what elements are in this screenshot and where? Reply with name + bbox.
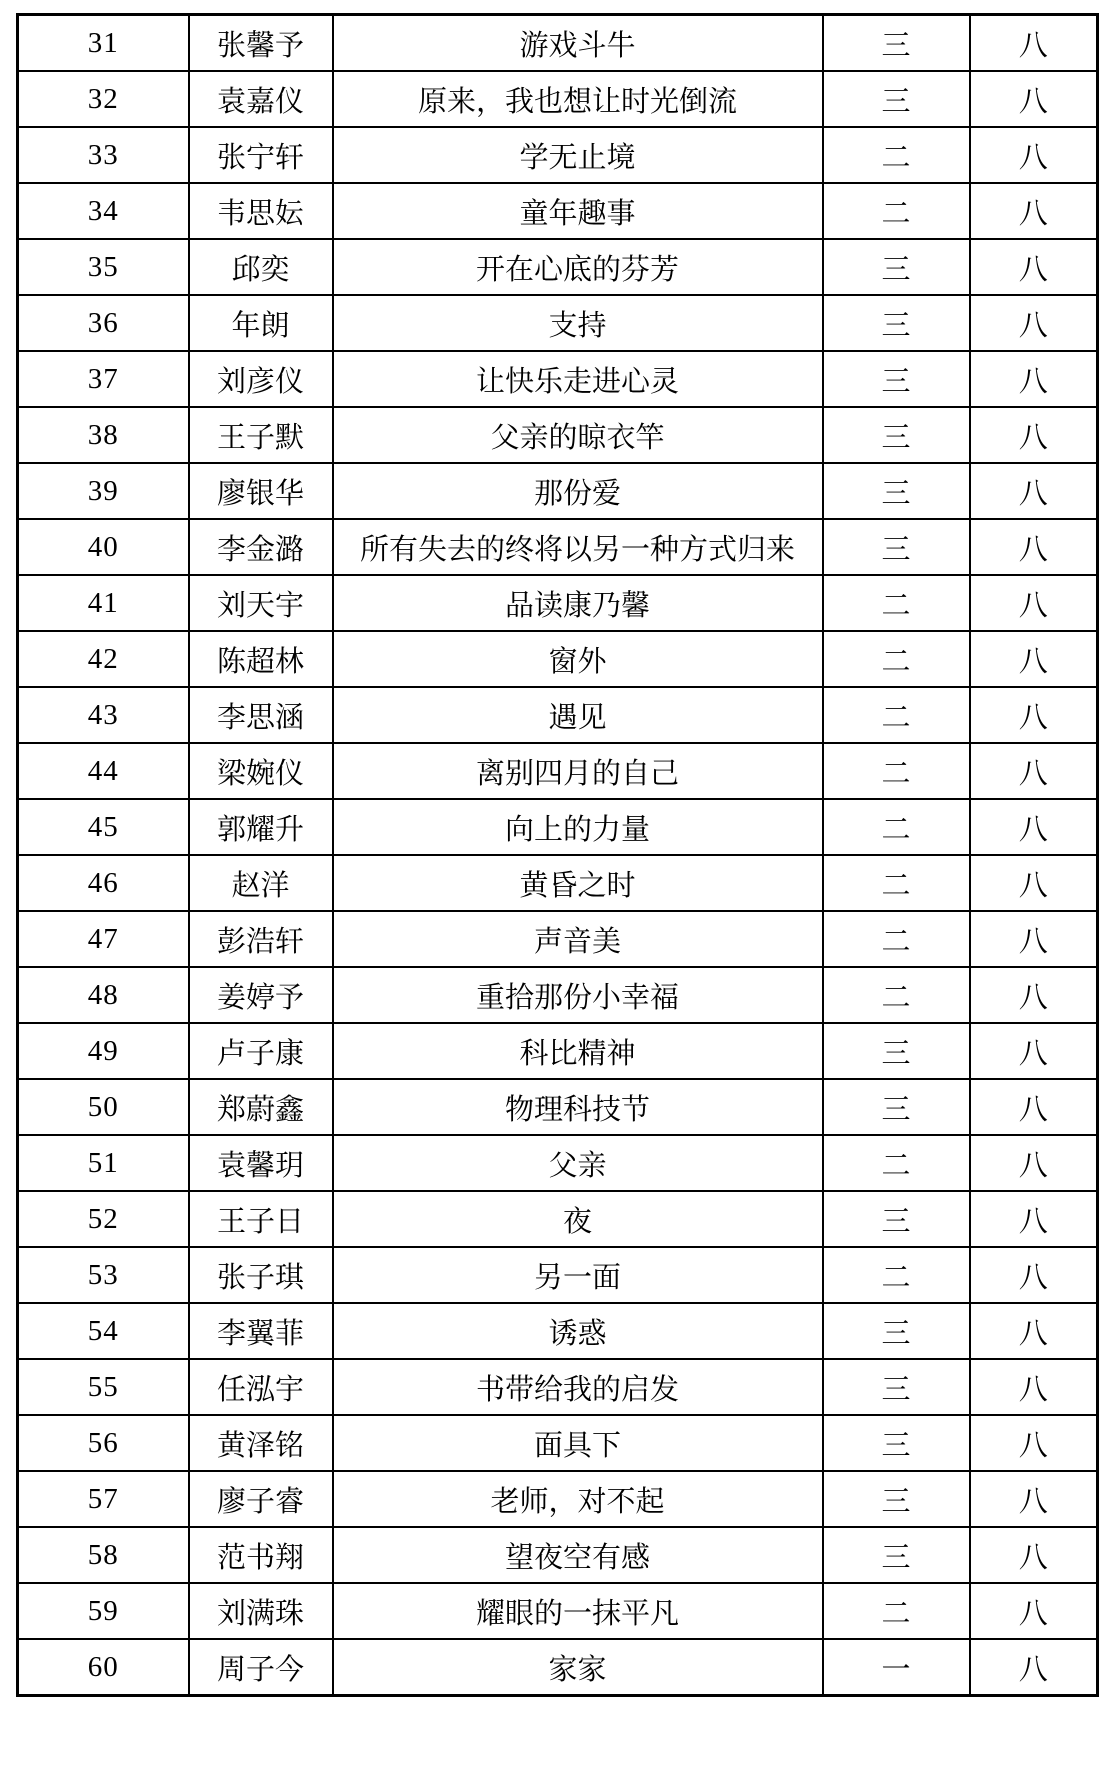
- table-row: [18, 1639, 1098, 1696]
- student-name-cell: 周子今: [189, 1639, 333, 1696]
- row-number-cell: 36: [18, 295, 189, 351]
- prize-level-cell: 三: [823, 407, 970, 463]
- prize-level-cell: 三: [823, 1527, 970, 1583]
- prize-level-cell: 二: [823, 743, 970, 799]
- essay-title-cell: 那份爱: [333, 463, 823, 519]
- prize-level-cell: 二: [823, 1247, 970, 1303]
- prize-level-cell: 二: [823, 631, 970, 687]
- essay-title-cell: 开在心底的芬芳: [333, 239, 823, 295]
- grade-cell: 八: [970, 631, 1098, 687]
- student-name-cell: 李翼菲: [189, 1303, 333, 1359]
- prize-level-cell: 三: [823, 1079, 970, 1135]
- prize-level-cell: 三: [823, 15, 970, 72]
- essay-title-cell: 父亲: [333, 1135, 823, 1191]
- essay-title-cell: 老师，对不起: [333, 1471, 823, 1527]
- essay-title-cell: 书带给我的启发: [333, 1359, 823, 1415]
- student-name-cell: 郑蔚鑫: [189, 1079, 333, 1135]
- prize-level-cell: 三: [823, 519, 970, 575]
- student-name-cell: 袁嘉仪: [189, 71, 333, 127]
- student-name-cell: 刘满珠: [189, 1583, 333, 1639]
- row-number-cell: 34: [18, 183, 189, 239]
- table-row: [18, 407, 1098, 463]
- essay-title-cell: 夜: [333, 1191, 823, 1247]
- table-row: [18, 239, 1098, 295]
- essay-title-cell: 童年趣事: [333, 183, 823, 239]
- grade-cell: 八: [970, 967, 1098, 1023]
- essay-title-cell: 所有失去的终将以另一种方式归来: [333, 519, 823, 575]
- student-name-cell: 任泓宇: [189, 1359, 333, 1415]
- row-number-cell: 35: [18, 239, 189, 295]
- student-name-cell: 李思涵: [189, 687, 333, 743]
- essay-title-cell: 家家: [333, 1639, 823, 1696]
- prize-level-cell: 二: [823, 687, 970, 743]
- table-row: [18, 519, 1098, 575]
- essay-title-cell: 重拾那份小幸福: [333, 967, 823, 1023]
- grade-cell: 八: [970, 1191, 1098, 1247]
- grade-cell: 八: [970, 295, 1098, 351]
- grade-cell: 八: [970, 1639, 1098, 1696]
- grade-cell: 八: [970, 519, 1098, 575]
- prize-level-cell: 三: [823, 1359, 970, 1415]
- student-name-cell: 张馨予: [189, 15, 333, 72]
- essay-title-cell: 耀眼的一抹平凡: [333, 1583, 823, 1639]
- grade-cell: 八: [970, 1023, 1098, 1079]
- row-number-cell: 60: [18, 1639, 189, 1696]
- grade-cell: 八: [970, 743, 1098, 799]
- essay-title-cell: 另一面: [333, 1247, 823, 1303]
- essay-title-cell: 学无止境: [333, 127, 823, 183]
- row-number-cell: 40: [18, 519, 189, 575]
- prize-level-cell: 二: [823, 799, 970, 855]
- essay-title-cell: 物理科技节: [333, 1079, 823, 1135]
- table-row: [18, 1359, 1098, 1415]
- table-row: [18, 71, 1098, 127]
- row-number-cell: 46: [18, 855, 189, 911]
- student-name-cell: 王子默: [189, 407, 333, 463]
- student-name-cell: 邱奕: [189, 239, 333, 295]
- row-number-cell: 44: [18, 743, 189, 799]
- prize-level-cell: 三: [823, 239, 970, 295]
- student-name-cell: 刘彦仪: [189, 351, 333, 407]
- row-number-cell: 52: [18, 1191, 189, 1247]
- table-row: [18, 1415, 1098, 1471]
- essay-title-cell: 科比精神: [333, 1023, 823, 1079]
- student-name-cell: 卢子康: [189, 1023, 333, 1079]
- essay-title-cell: 品读康乃馨: [333, 575, 823, 631]
- prize-level-cell: 二: [823, 1583, 970, 1639]
- row-number-cell: 54: [18, 1303, 189, 1359]
- prize-level-cell: 二: [823, 855, 970, 911]
- essay-title-cell: 让快乐走进心灵: [333, 351, 823, 407]
- row-number-cell: 45: [18, 799, 189, 855]
- grade-cell: 八: [970, 1359, 1098, 1415]
- student-name-cell: 廖子睿: [189, 1471, 333, 1527]
- prize-level-cell: 一: [823, 1639, 970, 1696]
- table-row: [18, 1303, 1098, 1359]
- prize-level-cell: 二: [823, 575, 970, 631]
- row-number-cell: 57: [18, 1471, 189, 1527]
- student-name-cell: 廖银华: [189, 463, 333, 519]
- grade-cell: 八: [970, 1079, 1098, 1135]
- table-row: [18, 463, 1098, 519]
- row-number-cell: 38: [18, 407, 189, 463]
- table-row: [18, 1583, 1098, 1639]
- table-row: [18, 687, 1098, 743]
- student-name-cell: 梁婉仪: [189, 743, 333, 799]
- student-name-cell: 郭耀升: [189, 799, 333, 855]
- essay-title-cell: 离别四月的自己: [333, 743, 823, 799]
- table-row: [18, 631, 1098, 687]
- row-number-cell: 51: [18, 1135, 189, 1191]
- row-number-cell: 58: [18, 1527, 189, 1583]
- essay-title-cell: 声音美: [333, 911, 823, 967]
- grade-cell: 八: [970, 1135, 1098, 1191]
- grade-cell: 八: [970, 239, 1098, 295]
- prize-level-cell: 三: [823, 351, 970, 407]
- table-row: [18, 855, 1098, 911]
- table-row: [18, 1079, 1098, 1135]
- row-number-cell: 42: [18, 631, 189, 687]
- table-row: [18, 799, 1098, 855]
- grade-cell: 八: [970, 71, 1098, 127]
- essay-title-cell: 面具下: [333, 1415, 823, 1471]
- student-name-cell: 韦思妘: [189, 183, 333, 239]
- student-name-cell: 刘天宇: [189, 575, 333, 631]
- prize-level-cell: 二: [823, 127, 970, 183]
- prize-level-cell: 三: [823, 295, 970, 351]
- grade-cell: 八: [970, 351, 1098, 407]
- essay-title-cell: 窗外: [333, 631, 823, 687]
- student-name-cell: 王子日: [189, 1191, 333, 1247]
- essay-title-cell: 向上的力量: [333, 799, 823, 855]
- award-results-table: [16, 13, 1099, 1697]
- table-row: [18, 127, 1098, 183]
- row-number-cell: 37: [18, 351, 189, 407]
- row-number-cell: 33: [18, 127, 189, 183]
- grade-cell: 八: [970, 15, 1098, 72]
- table-row: [18, 295, 1098, 351]
- row-number-cell: 41: [18, 575, 189, 631]
- row-number-cell: 32: [18, 71, 189, 127]
- row-number-cell: 47: [18, 911, 189, 967]
- grade-cell: 八: [970, 1527, 1098, 1583]
- grade-cell: 八: [970, 183, 1098, 239]
- prize-level-cell: 三: [823, 71, 970, 127]
- table-row: [18, 183, 1098, 239]
- prize-level-cell: 三: [823, 1303, 970, 1359]
- student-name-cell: 黄泽铭: [189, 1415, 333, 1471]
- table-row: [18, 1023, 1098, 1079]
- student-name-cell: 姜婷予: [189, 967, 333, 1023]
- grade-cell: 八: [970, 575, 1098, 631]
- grade-cell: 八: [970, 127, 1098, 183]
- table-row: [18, 1247, 1098, 1303]
- prize-level-cell: 二: [823, 183, 970, 239]
- results-table-body: [18, 15, 1098, 1696]
- student-name-cell: 年朗: [189, 295, 333, 351]
- grade-cell: 八: [970, 855, 1098, 911]
- table-row: [18, 743, 1098, 799]
- student-name-cell: 袁馨玥: [189, 1135, 333, 1191]
- student-name-cell: 张宁轩: [189, 127, 333, 183]
- grade-cell: 八: [970, 687, 1098, 743]
- grade-cell: 八: [970, 1583, 1098, 1639]
- prize-level-cell: 三: [823, 463, 970, 519]
- essay-title-cell: 诱惑: [333, 1303, 823, 1359]
- row-number-cell: 56: [18, 1415, 189, 1471]
- grade-cell: 八: [970, 1247, 1098, 1303]
- grade-cell: 八: [970, 1303, 1098, 1359]
- prize-level-cell: 三: [823, 1191, 970, 1247]
- student-name-cell: 彭浩轩: [189, 911, 333, 967]
- prize-level-cell: 二: [823, 967, 970, 1023]
- essay-title-cell: 父亲的晾衣竿: [333, 407, 823, 463]
- table-row: [18, 967, 1098, 1023]
- student-name-cell: 范书翔: [189, 1527, 333, 1583]
- grade-cell: 八: [970, 407, 1098, 463]
- table-row: [18, 351, 1098, 407]
- table-row: [18, 575, 1098, 631]
- prize-level-cell: 二: [823, 1135, 970, 1191]
- grade-cell: 八: [970, 1415, 1098, 1471]
- row-number-cell: 39: [18, 463, 189, 519]
- row-number-cell: 55: [18, 1359, 189, 1415]
- row-number-cell: 48: [18, 967, 189, 1023]
- prize-level-cell: 三: [823, 1415, 970, 1471]
- row-number-cell: 49: [18, 1023, 189, 1079]
- essay-title-cell: 游戏斗牛: [333, 15, 823, 72]
- grade-cell: 八: [970, 463, 1098, 519]
- table-row: [18, 1471, 1098, 1527]
- student-name-cell: 张子琪: [189, 1247, 333, 1303]
- student-name-cell: 李金潞: [189, 519, 333, 575]
- essay-title-cell: 黄昏之时: [333, 855, 823, 911]
- grade-cell: 八: [970, 911, 1098, 967]
- grade-cell: 八: [970, 1471, 1098, 1527]
- grade-cell: 八: [970, 799, 1098, 855]
- row-number-cell: 31: [18, 15, 189, 72]
- row-number-cell: 43: [18, 687, 189, 743]
- table-row: [18, 1191, 1098, 1247]
- essay-title-cell: 望夜空有感: [333, 1527, 823, 1583]
- prize-level-cell: 二: [823, 911, 970, 967]
- table-row: [18, 911, 1098, 967]
- row-number-cell: 50: [18, 1079, 189, 1135]
- prize-level-cell: 三: [823, 1023, 970, 1079]
- table-row: [18, 15, 1098, 72]
- table-row: [18, 1527, 1098, 1583]
- student-name-cell: 陈超林: [189, 631, 333, 687]
- essay-title-cell: 支持: [333, 295, 823, 351]
- table-row: [18, 1135, 1098, 1191]
- row-number-cell: 59: [18, 1583, 189, 1639]
- row-number-cell: 53: [18, 1247, 189, 1303]
- prize-level-cell: 三: [823, 1471, 970, 1527]
- essay-title-cell: 遇见: [333, 687, 823, 743]
- student-name-cell: 赵洋: [189, 855, 333, 911]
- essay-title-cell: 原来，我也想让时光倒流: [333, 71, 823, 127]
